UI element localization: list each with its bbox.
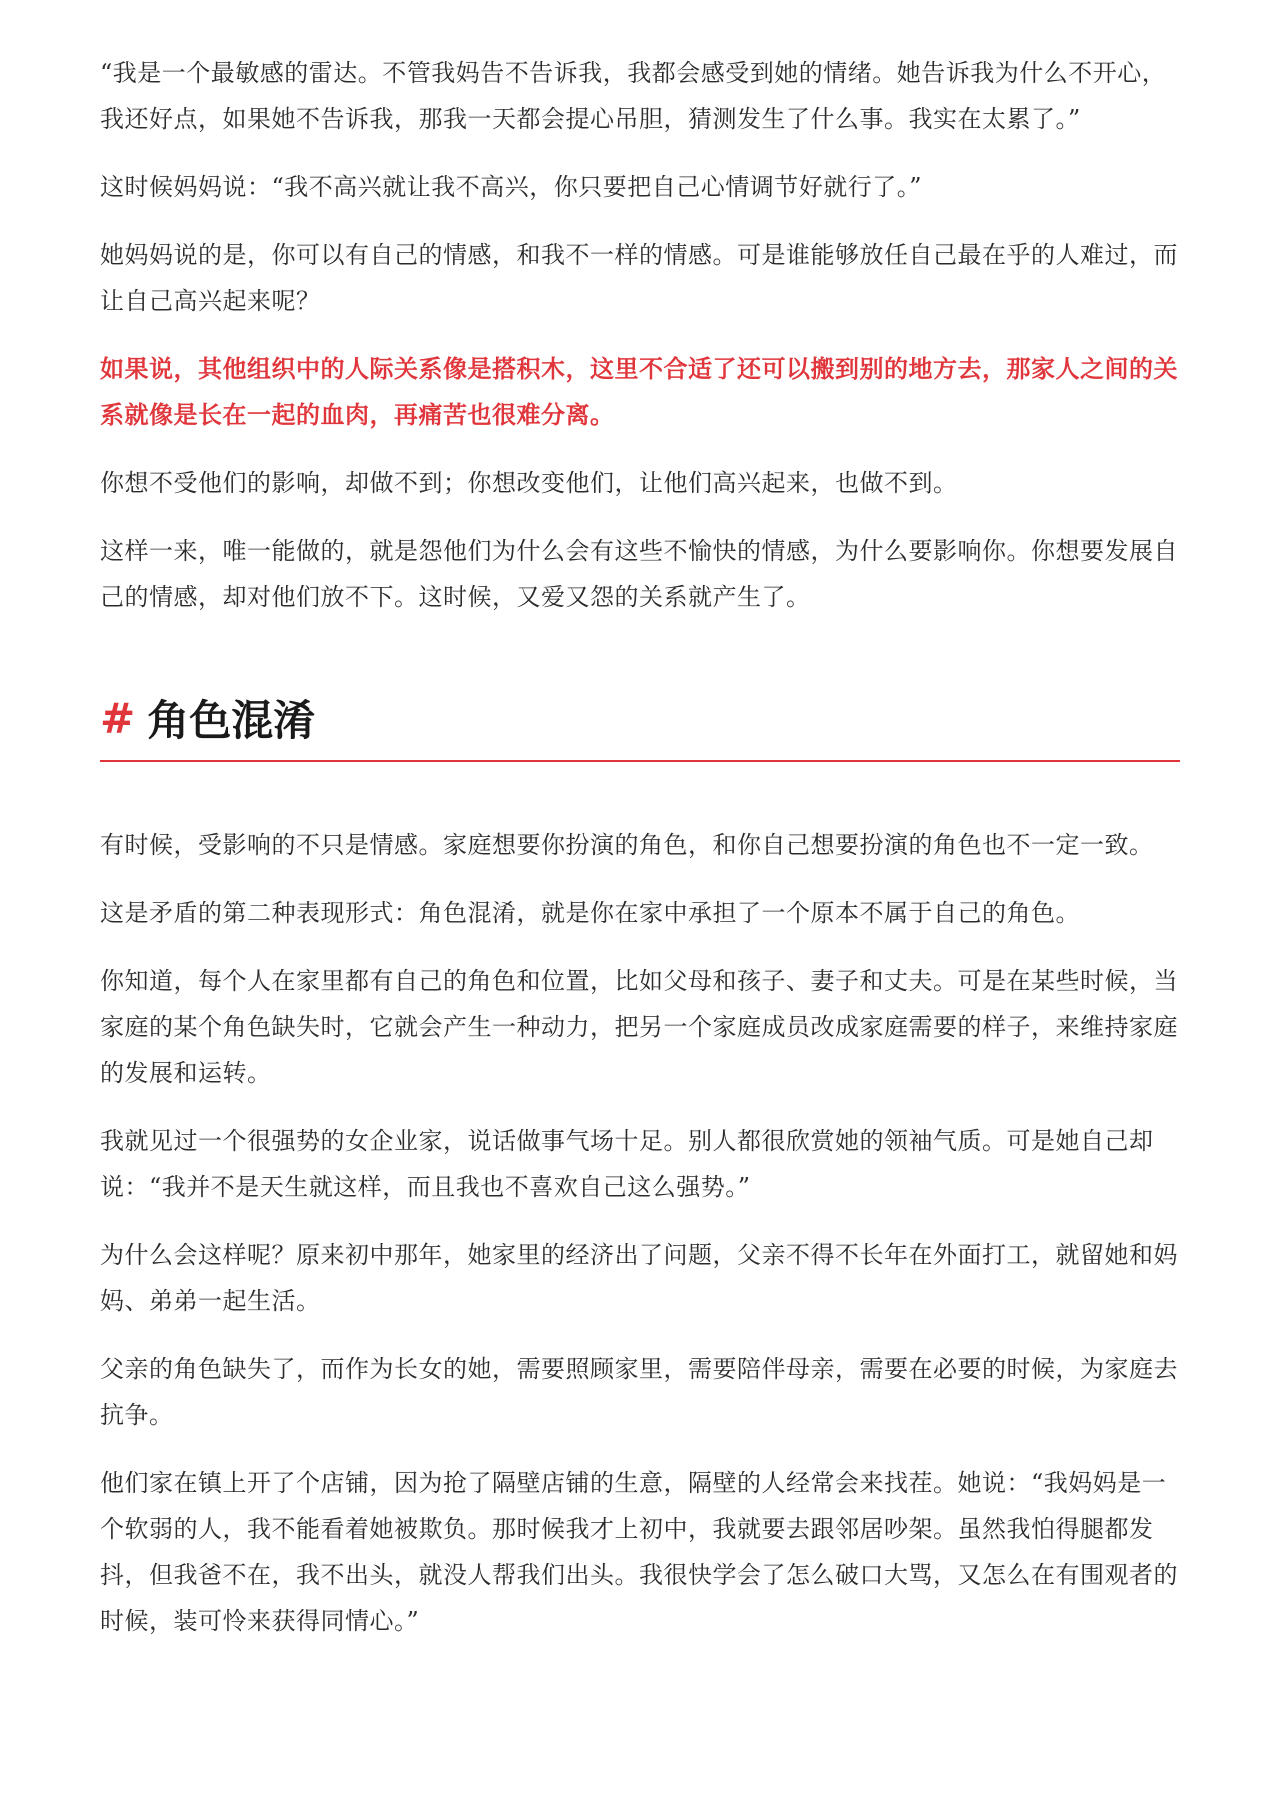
highlighted-quote: 如果说，其他组织中的人际关系像是搭积木，这里不合适了还可以搬到别的地方去，那家人之间的关系就像是长在一起的血肉，再痛苦也很难分离。	[100, 355, 1178, 429]
paragraph: 你知道，每个人在家里都有自己的角色和位置，比如父母和孩子、妻子和丈夫。可是在某些时候，当家庭的某个角色缺失时，它就会产生一种动力，把另一个家庭成员改成家庭需要的样子，来维持家庭的发展和运转。	[100, 967, 1178, 1087]
paragraph: 有时候，受影响的不只是情感。家庭想要你扮演的角色，和你自己想要扮演的角色也不一定一致。	[100, 831, 1154, 859]
paragraph: 我就见过一个很强势的女企业家，说话做事气场十足。别人都很欣赏她的领袖气质。可是她自己却说：“我并不是天生就这样，而且我也不喜欢自己这么强势。”	[100, 1127, 1154, 1201]
section-role-confusion	[100, 688, 1180, 1644]
paragraph: “我是一个最敏感的雷达。不管我妈告不告诉我，我都会感受到她的情绪。她告诉我为什么不开心，我还好点，如果她不告诉我，那我一天都会提心吊胆，猜测发生了什么事。我实在太累了。”	[100, 59, 1167, 133]
paragraph: 她妈妈说的是，你可以有自己的情感，和我不一样的情感。可是谁能够放任自己最在乎的人难过，而让自己高兴起来呢？	[100, 241, 1178, 315]
paragraph: 父亲的角色缺失了，而作为长女的她，需要照顾家里，需要陪伴母亲，需要在必要的时候，为家庭去抗争。	[100, 1355, 1178, 1429]
paragraph: 这是矛盾的第二种表现形式：角色混淆，就是你在家中承担了一个原本不属于自己的角色。	[100, 899, 1080, 927]
paragraph: 你想不受他们的影响，却做不到；你想改变他们，让他们高兴起来，也做不到。	[100, 469, 958, 497]
paragraph: 这时候妈妈说：“我不高兴就让我不高兴，你只要把自己心情调节好就行了。”	[100, 173, 923, 201]
paragraph: 这样一来，唯一能做的，就是怨他们为什么会有这些不愉快的情感，为什么要影响你。你想要发展自己的情感，却对他们放不下。这时候，又爱又怨的关系就产生了。	[100, 537, 1178, 611]
document-page	[100, 50, 1180, 1666]
section-title: 角色混淆	[147, 696, 316, 745]
paragraph: 为什么会这样呢？原来初中那年，她家里的经济出了问题，父亲不得不长年在外面打工，就留她和妈妈、弟弟一起生活。	[100, 1241, 1178, 1315]
paragraph: 他们家在镇上开了个店铺，因为抢了隔壁店铺的生意，隔壁的人经常会来找茬。她说：“我妈妈是一个软弱的人，我不能看着她被欺负。那时候我才上初中，我就要去跟邻居吵架。虽然我怕得腿都发抖，但我爸不在，我不出头，就没人帮我们出头。我很快学会了怎么破口大骂，又怎么在有围观者的时候，装可怜来获得同情心。”	[100, 1469, 1178, 1635]
section-heading	[100, 688, 1180, 762]
hash-icon: #	[100, 693, 136, 743]
